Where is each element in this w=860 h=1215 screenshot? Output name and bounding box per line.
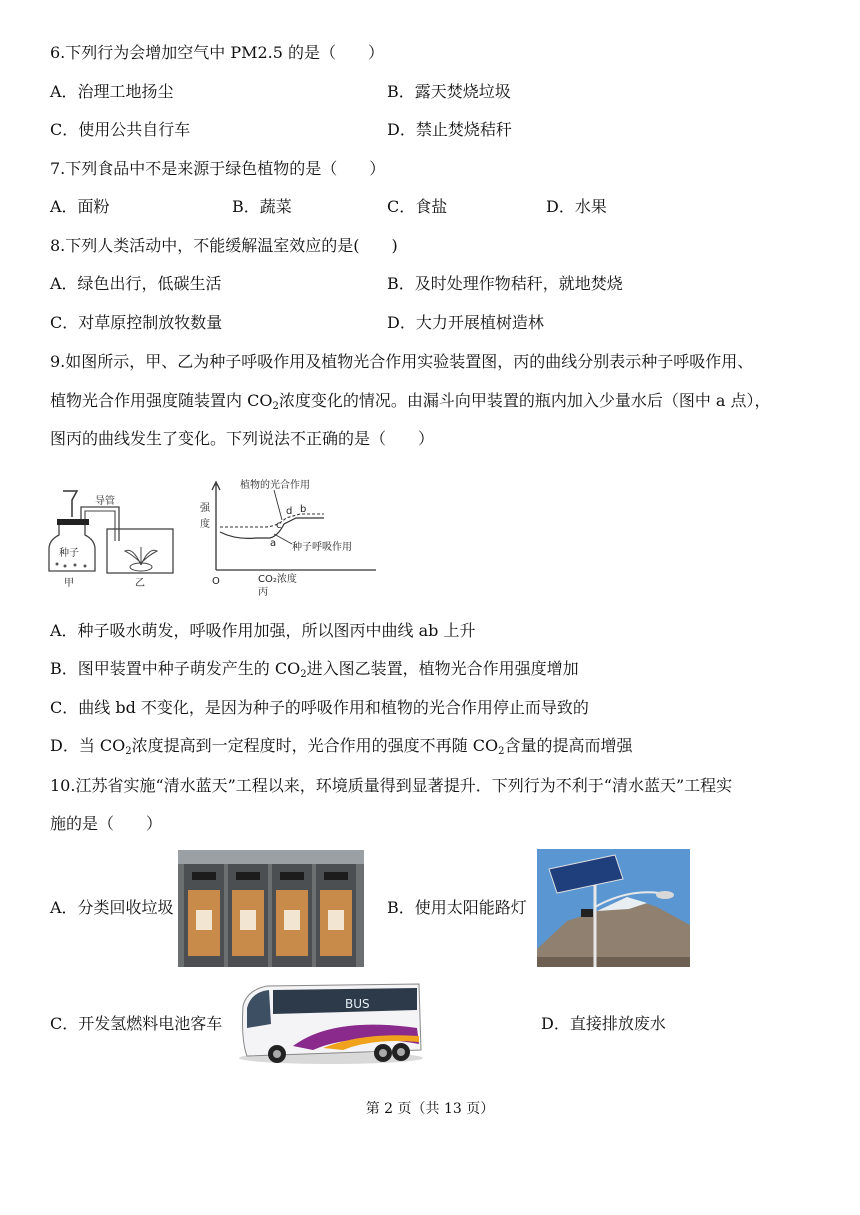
label-bing: 丙 [258, 587, 268, 598]
label-yi: 乙 [135, 578, 145, 589]
q6-stem: 6.下列行为会增加空气中 PM2.5 的是（ ） [50, 43, 385, 62]
respiration-label: 种子呼吸作用 [292, 542, 352, 553]
q8-option-d: D．大力开展植树造林 [387, 313, 544, 332]
point-d: d [286, 506, 293, 517]
q10-option-c: C．开发氢燃料电池客车 [50, 1014, 223, 1033]
point-b: b [300, 504, 307, 515]
q6-option-c: C．使用公共自行车 [50, 120, 191, 139]
label-jia: 甲 [64, 578, 74, 589]
point-a: a [270, 538, 277, 549]
q9-option-a: A．种子吸水萌发，呼吸作用加强，所以图丙中曲线 ab 上升 [50, 621, 476, 640]
y-label-2: 度 [200, 519, 210, 530]
q8-option-b: B．及时处理作物秸秆，就地焚烧 [387, 274, 623, 293]
photosynthesis-curve [220, 514, 324, 527]
origin-label: O [212, 576, 220, 587]
q10-stem-line1: 10.江苏省实施“清水蓝天”工程以来，环境质量得到显著提升．下列行为不利于“清水蓝天”工程实 [50, 776, 733, 795]
q9-stem-line1: 9.如图所示，甲、乙为种子呼吸作用及植物光合作用实验装置图，丙的曲线分别表示种子呼吸作用、 [50, 352, 754, 371]
solar-streetlight-image [537, 849, 690, 967]
q10-stem-line2: 施的是（ ） [50, 814, 163, 833]
q7-option-c: C．食盐 [387, 197, 448, 216]
q9-option-c: C．曲线 bd 不变化，是因为种子的呼吸作用和植物的光合作用停止而导致的 [50, 698, 589, 717]
x-axis-label: CO₂浓度 [258, 574, 297, 585]
page-footer: 第 2 页（共 13 页） [365, 1101, 495, 1117]
q9-stem-line2: 植物光合作用强度随装置内 $CO_2$浓度变化的情况。由漏斗向甲装置的瓶内加入少量水后（图中 a 点）， [50, 391, 771, 412]
q7-option-d: D．水果 [546, 197, 607, 216]
hydrogen-bus-image [233, 976, 425, 1068]
q10-option-d: D．直接排放废水 [541, 1014, 666, 1033]
y-label-1: 强 [200, 503, 210, 514]
q6-option-b: B．露天焚烧垃圾 [387, 82, 511, 101]
q7-option-a: A．面粉 [50, 197, 110, 216]
q6-option-d: D．禁止焚烧秸秆 [387, 120, 512, 139]
bus-lettering: BUS [345, 997, 370, 1011]
q10-option-a: A．分类回收垃圾 [50, 898, 174, 917]
q6-option-a: A．治理工地扬尘 [50, 82, 174, 101]
q9-option-b: B．图甲装置中种子萌发产生的 $CO_2$进入图乙装置，植物光合作用强度增加 [50, 659, 579, 680]
q7-option-b: B．蔬菜 [232, 197, 292, 216]
graph-figure [196, 470, 386, 600]
q10-option-b: B．使用太阳能路灯 [387, 898, 527, 917]
q8-stem: 8.下列人类活动中，不能缓解温室效应的是( ) [50, 236, 398, 255]
q7-stem: 7.下列食品中不是来源于绿色植物的是（ ） [50, 159, 386, 178]
q9-option-d: D．当 $CO_2$浓度提高到一定程度时，光合作用的强度不再随 $CO_2$含量的提高而增强 [50, 736, 633, 757]
apparatus-figure [45, 485, 180, 590]
recycle-bins-image [178, 850, 364, 967]
point-c: c [276, 520, 282, 531]
photosynthesis-label: 植物的光合作用 [240, 480, 310, 491]
respiration-curve [220, 518, 324, 538]
tube-label: 导管 [95, 496, 115, 507]
q8-option-c: C．对草原控制放牧数量 [50, 313, 223, 332]
q9-stem-line3: 图丙的曲线发生了变化。下列说法不正确的是（ ） [50, 429, 435, 448]
seed-label: 种子 [59, 548, 79, 559]
q8-option-a: A．绿色出行，低碳生活 [50, 274, 222, 293]
